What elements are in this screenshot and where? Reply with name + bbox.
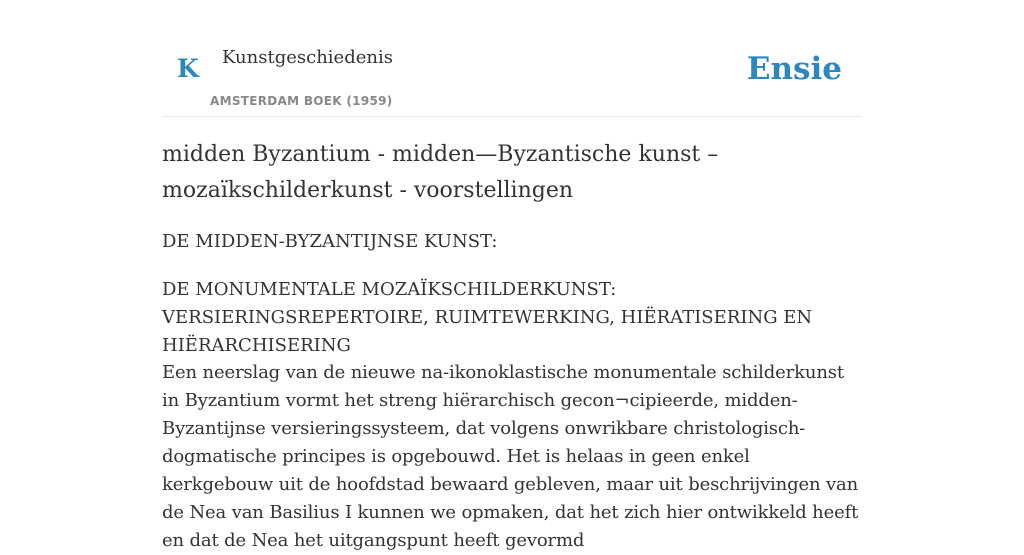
article-body: Een neerslag van de nieuwe na-ikonoklastische monumentale schilderkunst in Byzantium vormt het streng hiërarchisch gecon¬cipieerde, midden-Byzantijnse versieringssysteem, dat volgens onwrikbare christologisch-dogmatische principes is opgebouwd. Het is helaas in geen enkel kerkgebouw uit de hoofdstad bewaard gebleven, maar uit beschrijvingen van de Nea van Basilius I kunnen we opmaken, dat het zich hier ontwikkeld heeft en dat de Nea het uitgangspunt heeft gevormd xyxy=(162,362,859,551)
article-subheading: DE MIDDEN-BYZANTIJNSE KUNST: xyxy=(162,231,498,252)
article-title: midden Byzantium - midden—Byzantische kunst – mozaïkschilderkunst - voorstellingen xyxy=(162,142,719,203)
category-logo[interactable]: K xyxy=(177,54,199,83)
header xyxy=(162,0,862,117)
category-link[interactable]: Kunstgeschiedenis xyxy=(222,47,393,68)
source-label: AMSTERDAM BOEK (1959) xyxy=(210,94,393,108)
brand-logo[interactable]: Ensie xyxy=(746,51,842,87)
article-page xyxy=(162,0,862,551)
article-section-heading: DE MONUMENTALE MOZAÏKSCHILDERKUNST: VERSIERINGSREPERTOIRE, RUIMTEWERKING, HIËRATISERING EN HIËRARCHISERING xyxy=(162,279,813,356)
